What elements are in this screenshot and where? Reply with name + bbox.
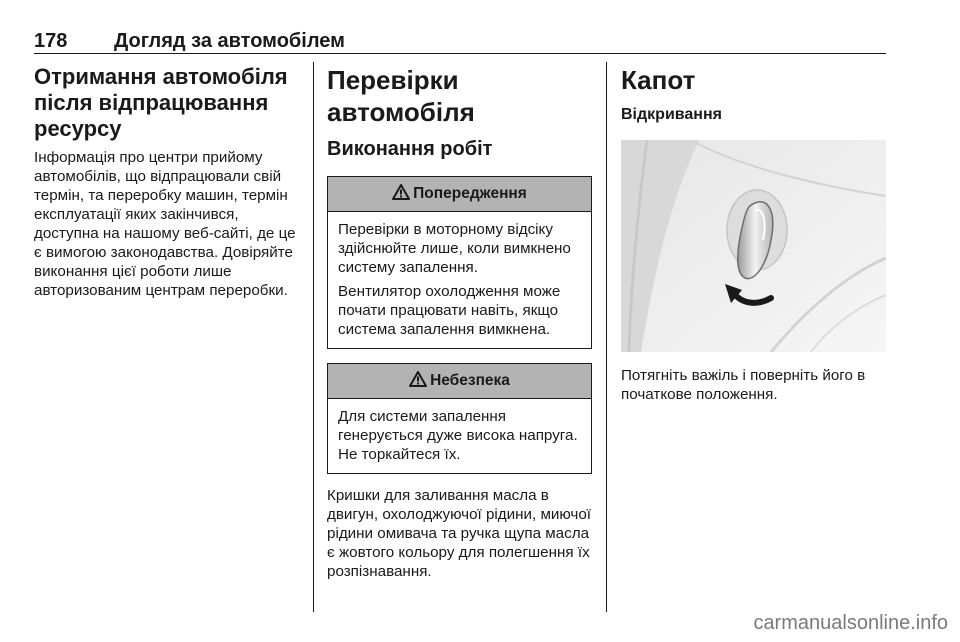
warning-box <box>327 176 592 349</box>
warning-triangle-icon <box>409 366 427 400</box>
watermark: carmanualsonline.info <box>753 612 948 634</box>
hood-release-lever-illustration <box>621 140 886 352</box>
section-title-vehicle-return: Отримання автомобіля після відпрацювання ресурсу <box>34 64 288 141</box>
column-divider-1 <box>313 62 314 612</box>
vehicle-return-text: Інформація про центри прийому автомобілів, що відпрацювали свій термін, та переробку машин, термін експлуатації яких закінчився, доступна на нашому веб-сайті, де це є вимогою законодавства. Довіряйте виконання цієї роботи лише авторизованим центрам переробки. <box>34 149 296 299</box>
caps-text: Кришки для заливання масла в двигун, охолоджуючої рідини, миючої рідини омивача та ручка щупа масла є жовтого кольору для полегшення їх розпізнавання. <box>327 487 592 580</box>
section-title-vehicle-checks: Перевірки автомобіля <box>327 65 475 127</box>
page-header <box>34 30 886 52</box>
hood-lever-drawing <box>621 140 886 352</box>
column-right <box>621 64 886 404</box>
subsection-title-opening: Відкривання <box>621 106 722 123</box>
subsection-title-work: Виконання робіт <box>327 138 493 160</box>
column-middle <box>327 64 592 581</box>
page-number: 178 <box>34 30 68 52</box>
danger-box <box>327 363 592 474</box>
warning-paragraph: Вентилятор охолодження може почати працювати навіть, якщо система запалення вимкнена. <box>338 283 561 338</box>
chapter-title: Догляд за автомобілем <box>114 30 345 52</box>
danger-header <box>328 364 591 399</box>
column-divider-2 <box>606 62 607 612</box>
column-left <box>34 64 300 300</box>
warning-triangle-icon <box>392 179 410 213</box>
danger-label: Небезпека <box>430 372 510 389</box>
warning-body <box>328 212 591 348</box>
header-rule <box>34 53 886 54</box>
warning-label: Попередження <box>413 185 527 202</box>
danger-paragraph: Для системи запалення генерується дуже висока напруга. Не торкайтеся їх. <box>338 408 578 463</box>
section-title-hood: Капот <box>621 65 696 95</box>
danger-body <box>328 399 591 473</box>
warning-paragraph: Перевірки в моторному відсіку здійснюйте лише, коли вимкнено систему запалення. <box>338 221 571 276</box>
hood-caption: Потягніть важіль і поверніть його в початкове положення. <box>621 367 866 403</box>
warning-header <box>328 177 591 212</box>
